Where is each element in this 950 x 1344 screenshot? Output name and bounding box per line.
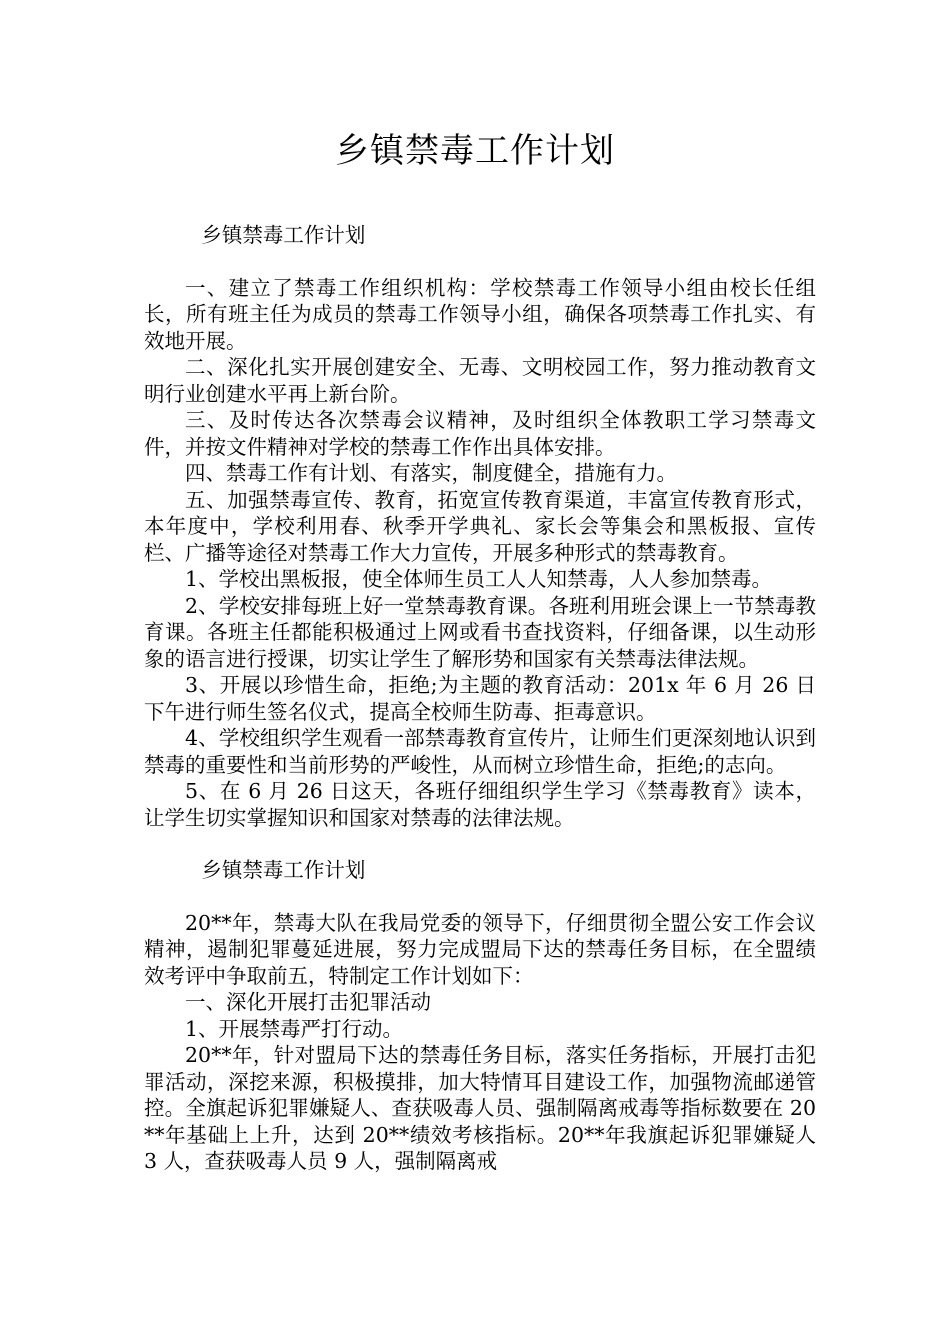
section-heading: 乡镇禁毒工作计划 [201, 858, 366, 882]
paragraph: 5、在 6 月 26 日这天，各班仔细组织学生学习《禁毒教育》读本，让学生切实掌握知识和国家对禁毒的法律法规。 [144, 779, 816, 830]
paragraph-gap [144, 831, 816, 857]
paragraph: 一、深化开展打击犯罪活动 [185, 990, 431, 1014]
document-title: 乡镇禁毒工作计划 [335, 131, 615, 171]
paragraph: 1、开展禁毒严打行动。 [185, 1016, 404, 1041]
paragraph-gap [144, 249, 816, 275]
document-body [144, 222, 816, 1175]
section-heading: 乡镇禁毒工作计划 [201, 223, 366, 247]
paragraph: 五、加强禁毒宣传、教育，拓宽宣传教育渠道，丰富宣传教育形式，本年度中，学校利用春、秋季开学典礼、家长会等集会和黑板报、宣传栏、广播等途径对禁毒工作大力宣传，开展多种形式的禁毒教育。 [144, 487, 816, 565]
paragraph: 2、学校安排每班上好一堂禁毒教育课。各班利用班会课上一节禁毒教育课。各班主任都能积极通过上网或看书查找资料，仔细备课，以生动形象的语言进行授课，切实让学生了解形势和国家有关禁毒法律法规。 [144, 593, 816, 671]
paragraph: 3、开展以珍惜生命，拒绝;为主题的教育活动：201x 年 6 月 26 日下午进行师生签名仪式，提高全校师生防毒、拒毒意识。 [144, 673, 816, 724]
paragraph: 1、学校出黑板报，使全体师生员工人人知禁毒，人人参加禁毒。 [185, 567, 773, 591]
paragraph: 20**年，针对盟局下达的禁毒任务目标，落实任务指标，开展打击犯罪活动，深挖来源，积极摸排，加大特情耳目建设工作，加强物流邮递管控。全旗起诉犯罪嫌疑人、查获吸毒人员、强制隔离戒毒等指标数要在 20**年基础上上升，达到 20**绩效考核指标。20**年我旗起诉犯罪嫌疑人 3 人，查获吸毒人员 9 人，强制隔离戒 [144, 1043, 816, 1173]
paragraph: 二、深化扎实开展创建安全、无毒、文明校园工作，努力推动教育文明行业创建水平再上新台阶。 [144, 355, 816, 406]
paragraph: 四、禁毒工作有计划、有落实，制度健全，措施有力。 [185, 461, 677, 485]
paragraph: 三、及时传达各次禁毒会议精神，及时组织全体教职工学习禁毒文件，并按文件精神对学校的禁毒工作作出具体安排。 [144, 408, 816, 459]
paragraph: 4、学校组织学生观看一部禁毒教育宣传片，让师生们更深刻地认识到禁毒的重要性和当前形势的严峻性，从而树立珍惜生命，拒绝;的志向。 [144, 726, 816, 777]
paragraph: 20**年，禁毒大队在我局党委的领导下，仔细贯彻全盟公安工作会议精神，遏制犯罪蔓延进展，努力完成盟局下达的禁毒任务目标，在全盟绩效考评中争取前五，特制定工作计划如下： [144, 910, 816, 988]
paragraph-gap [144, 884, 816, 910]
paragraph: 一、建立了禁毒工作组织机构：学校禁毒工作领导小组由校长任组长，所有班主任为成员的禁毒工作领导小组，确保各项禁毒工作扎实、有效地开展。 [144, 275, 816, 353]
